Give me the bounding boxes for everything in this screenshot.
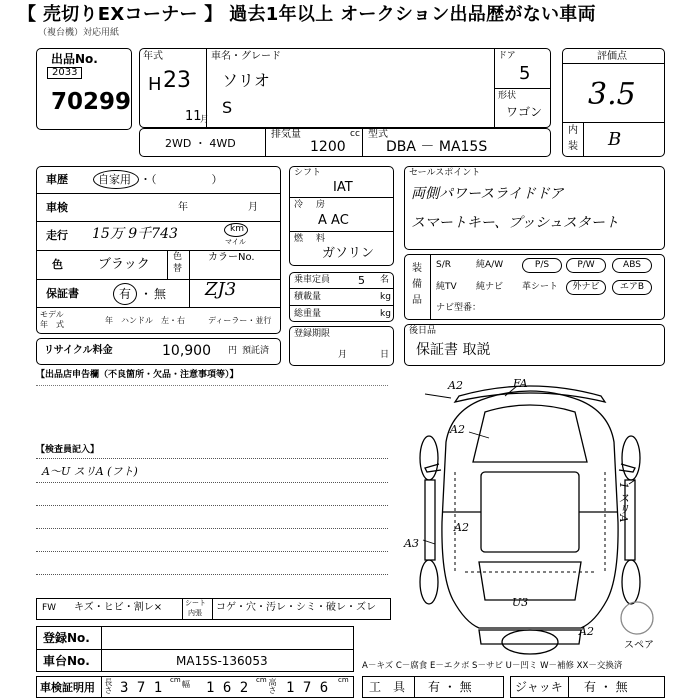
diagram-right-note: 1 スリA [617, 482, 630, 523]
reg-period-month: 月 [338, 350, 348, 360]
inspection-month-unit: 月 [248, 202, 258, 213]
fw-sheet-2: 内張 [188, 609, 202, 617]
lot-year-code: 2033 [47, 67, 82, 79]
aircon-label-2: 房 [316, 200, 326, 210]
mileage-unit-mile: マイル [225, 238, 246, 246]
fuel-value: ガソリン [322, 246, 375, 261]
history-circle [93, 170, 139, 189]
interior-label-1: 内 [568, 125, 578, 136]
navi-label: ナビ型番： [436, 303, 482, 313]
mileage-value: 15万 9千743 [92, 226, 178, 242]
jack-value: 有 ・ 無 [584, 680, 628, 694]
after-items-label: 後日品 [409, 326, 437, 336]
history-value: 自家用 [98, 173, 131, 186]
cert-label: 車検証明用 [40, 681, 95, 694]
equipment-option: P/S [522, 258, 562, 273]
warranty-label: 保証書 [46, 287, 79, 300]
registration-label: 登録No. [43, 631, 90, 645]
diagram-a3: A3 [404, 537, 419, 550]
warranty-circle [113, 283, 137, 305]
equipment-label-1: 備 [412, 279, 422, 290]
year-month: 11 [185, 109, 202, 124]
fw-items: キズ・ヒビ・割レ× [74, 602, 163, 613]
reg-period-day: 日 [380, 350, 390, 360]
chassis-label: 車台No. [43, 654, 90, 668]
equipment-label-2: 品 [412, 295, 422, 306]
mileage-label: 走行 [46, 229, 68, 242]
model-code-value: DBA － MA15S [386, 139, 488, 155]
chassis-value: MA15S-136053 [176, 654, 268, 668]
model-change-dealer: ディーラー・並行 [208, 316, 272, 325]
equipment-option: 純TV [436, 282, 457, 292]
equipment-option: 純A/W [476, 260, 504, 270]
sales-points-label: セールスポイント [409, 168, 481, 178]
reg-period-label: 登録期限 [294, 329, 331, 339]
fw-label: FW [42, 603, 57, 613]
warranty-yes: 有 [119, 287, 132, 301]
equipment-option: S/R [436, 260, 451, 270]
fw-sheet-1: シート [185, 599, 206, 607]
sales-point-1: 両側パワースライドドア [411, 186, 564, 202]
cert-length-label: 長さ [104, 678, 113, 694]
cert-unit-3: cm [338, 676, 349, 684]
seller-notes-label: 【出品店申告欄（不良箇所・欠品・注意事項等）】 [36, 370, 239, 380]
model-change-label-1: モデル [40, 310, 64, 319]
color-label: 色 [52, 258, 63, 271]
cert-width: 1 6 2 [206, 680, 249, 696]
cert-width-label: 幅 [182, 680, 190, 689]
shift-value: IAT [333, 180, 353, 195]
inspection-year-unit: 年 [178, 202, 188, 213]
aircon-value: A AC [318, 213, 349, 228]
capacity-label-2: 総重量 [294, 309, 322, 319]
displacement-value: 1200 [310, 139, 346, 155]
color-code-value: ZJ3 [205, 279, 237, 300]
interior-value: B [608, 129, 622, 150]
inspector-label: 【検査員記入】 [36, 445, 100, 455]
damage-legend: A－キズ C－腐食 E－エクボ S－サビ U－凹ミ W－補修 XX－交換済 [362, 661, 623, 671]
score-value: 3.5 [588, 77, 636, 112]
drive-value: 2WD ・ 4WD [165, 137, 236, 150]
capacity-label-1: 積載量 [294, 292, 322, 302]
shift-label: シフト [294, 168, 322, 178]
model-code-label: 型式 [368, 129, 388, 140]
year-label: 年式 [143, 51, 163, 62]
fw-sheet-items: コゲ・穴・汚レ・シミ・破レ・ズレ [216, 602, 376, 613]
diagram-a2-bottom: A2 [579, 625, 594, 638]
cert-height: 1 7 6 [286, 680, 329, 696]
diagram-u3: U3 [512, 596, 529, 609]
recycle-label: リサイクル料金 [44, 345, 113, 356]
auction-banner [0, 0, 700, 31]
year-value: 23 [163, 68, 191, 93]
jack-label: ジャッキ [515, 680, 563, 694]
warranty-dot: ・ [140, 287, 153, 301]
capacity-value-0: 5 [358, 274, 365, 287]
color-change-1: 色 [173, 252, 183, 262]
fuel-label-2: 料 [316, 234, 326, 244]
fuel-label-1: 燃 [294, 234, 304, 244]
equipment-option: ABS [612, 258, 652, 273]
equipment-option: 革シート [522, 282, 559, 292]
inspector-note: A〜U スリA (フト) [42, 465, 138, 478]
capacity-label-0: 乗車定員 [294, 275, 331, 285]
history-label: 車歴 [46, 173, 68, 186]
equipment-option: エアB [612, 280, 652, 295]
displacement-label: 排気量 [271, 129, 301, 140]
lot-number: 70299 [51, 89, 132, 115]
lot-number-box [36, 48, 132, 130]
tools-value: 有 ・ 無 [428, 680, 472, 694]
sales-points-box [404, 166, 665, 250]
body-type-value: ワゴン [506, 105, 543, 119]
banner-text: 【 売切りEXコーナー 】 過去1年以上 オークション出品歴がない車両 [18, 4, 596, 25]
equipment-label-0: 装 [412, 263, 422, 274]
equipment-option: 外ナビ [566, 280, 606, 295]
color-code-label: カラーNo. [208, 252, 255, 263]
cert-height-label: 高さ [268, 678, 277, 694]
model-change-label-2: 年 式 [40, 320, 64, 329]
lot-label: 出品No. [51, 52, 98, 66]
diagram-spare: スペア [624, 640, 654, 651]
displacement-unit: cc [350, 129, 360, 139]
cert-length: 3 7 1 [120, 680, 163, 696]
cert-unit-1: cm [170, 676, 181, 684]
history-suffix: ・（ ） [140, 173, 223, 186]
body-type-label: 形状 [498, 91, 517, 101]
after-items-value: 保証書 取説 [416, 342, 491, 358]
top-note: （複台機）対応用紙 [38, 28, 120, 38]
aircon-label-1: 冷 [294, 200, 304, 210]
car-grade: S [222, 98, 233, 117]
diagram-a2-mid: A2 [454, 521, 469, 534]
score-label: 評価点 [597, 51, 627, 62]
color-change-2: 替 [173, 264, 183, 274]
cert-unit-2: cm [256, 676, 267, 684]
recycle-note: 預託済 [242, 346, 270, 356]
capacity-unit-0: 名 [380, 275, 390, 285]
car-name-label: 車名・グレード [211, 51, 281, 62]
recycle-unit: 円 [228, 346, 238, 356]
color-value: ブラック [98, 257, 150, 272]
diagram-front: FA [513, 377, 528, 390]
diagram-a2-left: A2 [450, 423, 465, 436]
warranty-no: 無 [154, 287, 167, 301]
mileage-unit-km: km [230, 224, 244, 234]
equipment-option: P/W [566, 258, 606, 273]
interior-label-2: 装 [568, 141, 578, 152]
car-model: ソリオ [222, 71, 270, 90]
doors-value: 5 [519, 63, 531, 84]
doors-label: ドア [498, 51, 516, 61]
year-month-unit: 月 [200, 115, 210, 125]
diagram-a2-top: A2 [448, 379, 463, 392]
equipment-option: 純ナビ [476, 282, 504, 292]
capacity-unit-2: kg [380, 309, 391, 319]
sales-point-2: スマートキー、プッシュスタート [411, 215, 619, 231]
model-change-year: 年 [105, 316, 113, 325]
recycle-value: 10,900 [162, 343, 211, 359]
inspection-label: 車検 [46, 201, 68, 214]
year-era: H [148, 74, 162, 95]
tools-label: 工 具 [369, 680, 406, 694]
capacity-unit-1: kg [380, 292, 391, 302]
model-change-handle: ハンドル 左・右 [121, 316, 185, 325]
